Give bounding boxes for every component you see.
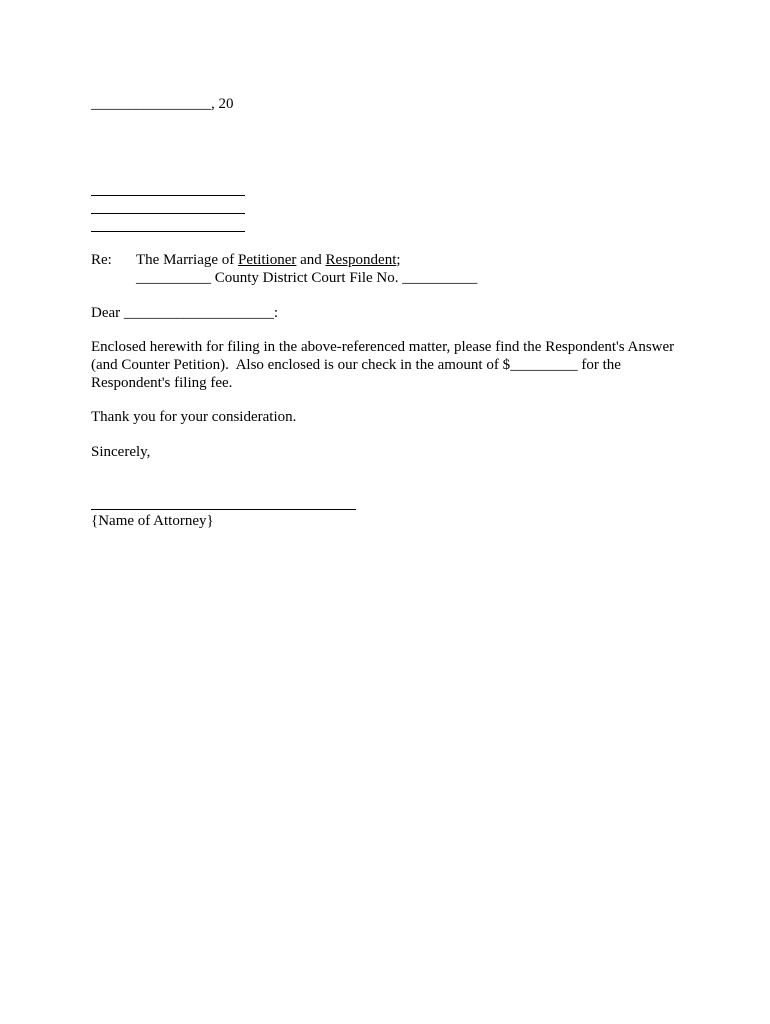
- recipient-address-line-2: [91, 213, 245, 214]
- attorney-name: {Name of Attorney}: [91, 513, 214, 529]
- body-line-2: (and Counter Petition). Also enclosed is our check in the amount of $_________ for the: [91, 357, 621, 373]
- recipient-address-line-1: [91, 195, 245, 196]
- recipient-address-line-3: [91, 231, 245, 232]
- re-line-1: [136, 251, 401, 269]
- re-suffix: ;: [396, 252, 401, 268]
- re-prefix: The Marriage of: [136, 252, 239, 268]
- respondent-label: Respondent: [325, 252, 397, 268]
- closing-line: Sincerely,: [91, 444, 151, 460]
- body-line-3: Respondent's filing fee.: [91, 375, 233, 391]
- re-line-2: __________ County District Court File No. __________: [136, 270, 478, 286]
- date-line: ________________, 20: [91, 96, 234, 112]
- body-line-1: Enclosed herewith for filing in the above-referenced matter, please find the Respondent's Answer: [91, 339, 675, 355]
- salutation: Dear ____________________:: [91, 305, 279, 321]
- re-and: and: [296, 252, 326, 268]
- signature-line: [91, 509, 356, 510]
- thanks-line: Thank you for your consideration.: [91, 409, 297, 425]
- petitioner-label: Petitioner: [238, 252, 297, 268]
- re-label: Re:: [91, 252, 112, 268]
